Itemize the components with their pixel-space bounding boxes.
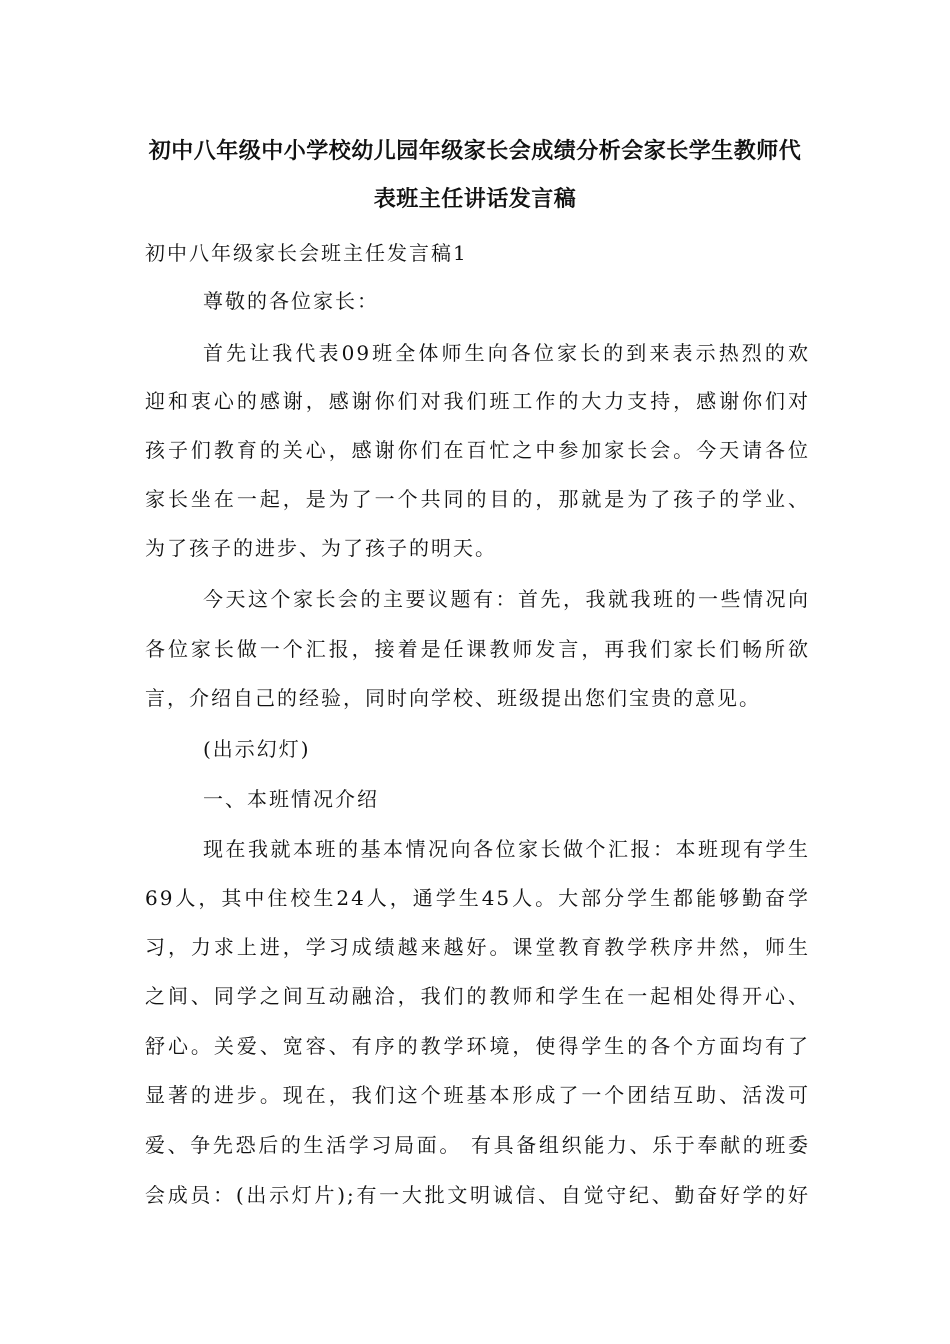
paragraph-line: 今天这个家长会的主要议题有：首先，我就我班的一些情况向 bbox=[203, 587, 810, 611]
paragraph-line: 为了孩子的进步、为了孩子的明天。 bbox=[145, 536, 497, 560]
paragraph-line: 爱、争先恐后的生活学习局面。 有具备组织能力、乐于奉献的班委 bbox=[145, 1133, 810, 1157]
paragraph-line: 家长坐在一起，是为了一个共同的目的，那就是为了孩子的学业、 bbox=[145, 487, 810, 511]
paragraph-line: 之间、同学之间互动融洽，我们的教师和学生在一起相处得开心、 bbox=[145, 984, 810, 1008]
paragraph-line: 习，力求上进，学习成绩越来越好。课堂教育教学秩序井然，师生 bbox=[145, 935, 810, 959]
paragraph-line: 迎和衷心的感谢，感谢你们对我们班工作的大力支持，感谢你们对 bbox=[145, 389, 810, 413]
document-title-line-1: 初中八年级中小学校幼儿园年级家长会成绩分析会家长学生教师代 bbox=[148, 139, 802, 164]
greeting-line: 尊敬的各位家长： bbox=[203, 289, 379, 313]
section-heading: 一、本班情况介绍 bbox=[203, 787, 379, 811]
paragraph-line: 首先让我代表09班全体师生向各位家长的到来表示热烈的欢 bbox=[203, 341, 810, 365]
section-subtitle: 初中八年级家长会班主任发言稿1 bbox=[145, 241, 468, 265]
document-title-line-2: 表班主任讲话发言稿 bbox=[373, 187, 577, 212]
paragraph-line: 言，介绍自己的经验，同时向学校、班级提出您们宝贵的意见。 bbox=[145, 686, 761, 710]
slide-note: (出示幻灯) bbox=[203, 737, 311, 761]
paragraph-line: 孩子们教育的关心，感谢你们在百忙之中参加家长会。今天请各位 bbox=[145, 438, 810, 462]
paragraph-line: 舒心。关爱、宽容、有序的教学环境，使得学生的各个方面均有了 bbox=[145, 1034, 810, 1058]
paragraph-line: 会成员：(出示灯片);有一大批文明诚信、自觉守纪、勤奋好学的好 bbox=[145, 1183, 810, 1207]
paragraph-line: 现在我就本班的基本情况向各位家长做个汇报：本班现有学生 bbox=[203, 837, 810, 861]
paragraph-line: 各位家长做一个汇报，接着是任课教师发言，再我们家长们畅所欲 bbox=[145, 637, 810, 661]
paragraph-line: 显著的进步。现在，我们这个班基本形成了一个团结互助、活泼可 bbox=[145, 1083, 810, 1107]
paragraph-line: 69人，其中住校生24人，通学生45人。大部分学生都能够勤奋学 bbox=[145, 886, 810, 910]
